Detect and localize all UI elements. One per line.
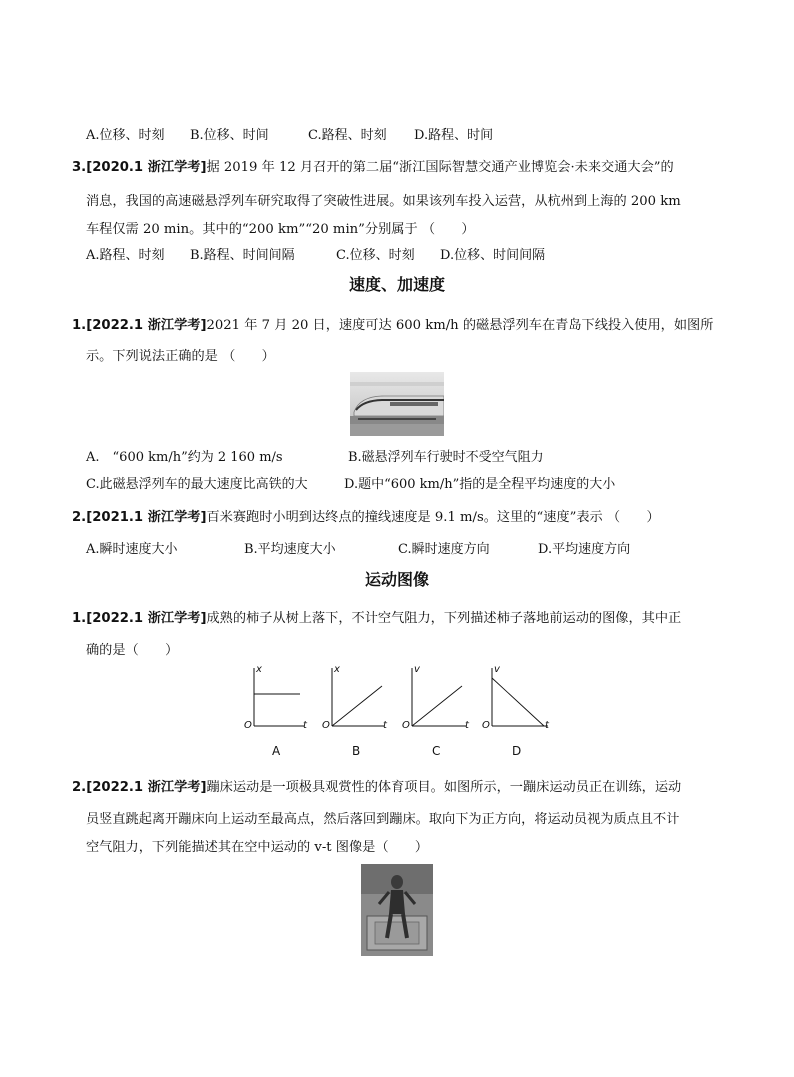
graph-c-label: C	[432, 744, 441, 758]
graph-b-y-label: x	[334, 664, 340, 675]
graph-question-2	[72, 776, 681, 795]
q3-option-b: B.路程、时间间隔	[190, 248, 295, 263]
question-source: [2020.1 浙江学考]	[86, 160, 207, 175]
question-text-line: 员竖直跳起离开蹦床向上运动至最高点，然后落回到蹦床。取向下为正方向，将运动员视为质点且不计	[86, 812, 680, 827]
graph-b-x-label: t	[383, 720, 387, 731]
trampoline-image	[361, 864, 433, 956]
graph-d-label: D	[512, 744, 522, 758]
graph-c-plot-line	[412, 686, 462, 726]
trampoline-photo	[361, 864, 433, 956]
graph-a-origin: O	[244, 720, 252, 731]
maglev-train-image	[350, 372, 444, 436]
question-source: [2022.1 浙江学考]	[86, 611, 207, 626]
question-source: [2022.1 浙江学考]	[86, 318, 207, 333]
q3-option-a: A.路程、时刻	[86, 248, 165, 263]
question-3	[72, 156, 674, 175]
graph-c	[400, 664, 470, 736]
s1q1-option-b: B.磁悬浮列车行驶时不受空气阻力	[348, 450, 544, 465]
graph-a-label: A	[272, 744, 281, 758]
q3-option-d: D.位移、时间间隔	[440, 248, 546, 263]
graph-d-y-label: v	[494, 664, 500, 675]
question-source: [2021.1 浙江学考]	[86, 510, 207, 525]
graph-c-y-label: v	[414, 664, 420, 675]
s1q2-option-a: A.瞬时速度大小	[86, 542, 178, 557]
prev-option-a: A.位移、时刻	[86, 128, 165, 143]
s1q1-option-c: C.此磁悬浮列车的最大速度比高铁的大	[86, 477, 308, 492]
question-text-line: 示。下列说法正确的是 （ ）	[86, 349, 275, 364]
s1q2-option-c: C.瞬时速度方向	[398, 542, 490, 557]
question-number: 2.	[72, 780, 87, 795]
question-number: 2.	[72, 510, 87, 525]
maglev-train-photo	[350, 372, 444, 436]
section-heading-speed: 速度、加速度	[348, 275, 445, 294]
speed-question-1	[72, 314, 713, 333]
graph-d-x-label: t	[545, 720, 549, 731]
s1q2-option-d: D.平均速度方向	[538, 542, 631, 557]
graph-d-plot-line	[492, 678, 544, 726]
prev-option-d: D.路程、时间	[414, 128, 494, 143]
question-text: 蹦床运动是一项极具观赏性的体育项目。如图所示，一蹦床运动员正在训练，运动	[206, 780, 682, 795]
graph-a-y-label: x	[256, 664, 262, 675]
question-text-line: 确的是（ ）	[86, 643, 179, 658]
s1q1-option-a: A. “600 km/h”约为 2 160 m/s	[86, 450, 283, 465]
question-text: 据 2019 年 12 月召开的第二届“浙江国际智慧交通产业博览会·未来交通大会”的	[206, 160, 674, 175]
graph-b-origin: O	[322, 720, 330, 731]
question-source: [2022.1 浙江学考]	[86, 780, 207, 795]
question-text-line: 消息，我国的高速磁悬浮列车研究取得了突破性进展。如果该列车投入运营，从杭州到上海的 200 km	[86, 194, 681, 209]
s1q1-option-d: D.题中“600 km/h”指的是全程平均速度的大小	[344, 477, 616, 492]
s1q2-option-b: B.平均速度大小	[244, 542, 336, 557]
question-text-line: 车程仅需 20 min。其中的“200 km”“20 min”分别属于 （ ）	[86, 222, 475, 237]
question-text: 2021 年 7 月 20 日，速度可达 600 km/h 的磁悬浮列车在青岛下线投入使用，如图所	[206, 318, 714, 333]
question-text-line: 空气阻力，下列能描述其在空中运动的 v-t 图像是（ ）	[86, 840, 429, 855]
graph-b-plot-line	[332, 686, 382, 726]
question-number: 1.	[72, 318, 87, 333]
graph-d-origin: O	[482, 720, 490, 731]
graph-d	[482, 664, 552, 736]
graph-a-x-label: t	[303, 720, 307, 731]
question-number: 1.	[72, 611, 87, 626]
prev-option-c: C.路程、时刻	[308, 128, 387, 143]
speed-question-2	[72, 506, 660, 525]
graph-question-1	[72, 607, 681, 626]
graph-c-x-label: t	[465, 720, 469, 731]
graph-b-label: B	[352, 744, 361, 758]
q3-option-c: C.位移、时刻	[336, 248, 415, 263]
question-text: 百米赛跑时小明到达终点的撞线速度是 9.1 m/s。这里的“速度”表示 （ ）	[206, 510, 660, 525]
question-text: 成熟的柿子从树上落下，不计空气阻力，下列描述柿子落地前运动的图像，其中正	[206, 611, 682, 626]
graph-c-origin: O	[402, 720, 410, 731]
prev-option-b: B.位移、时间	[190, 128, 269, 143]
question-number: 3.	[72, 160, 87, 175]
section-heading-graphs: 运动图像	[364, 570, 429, 589]
